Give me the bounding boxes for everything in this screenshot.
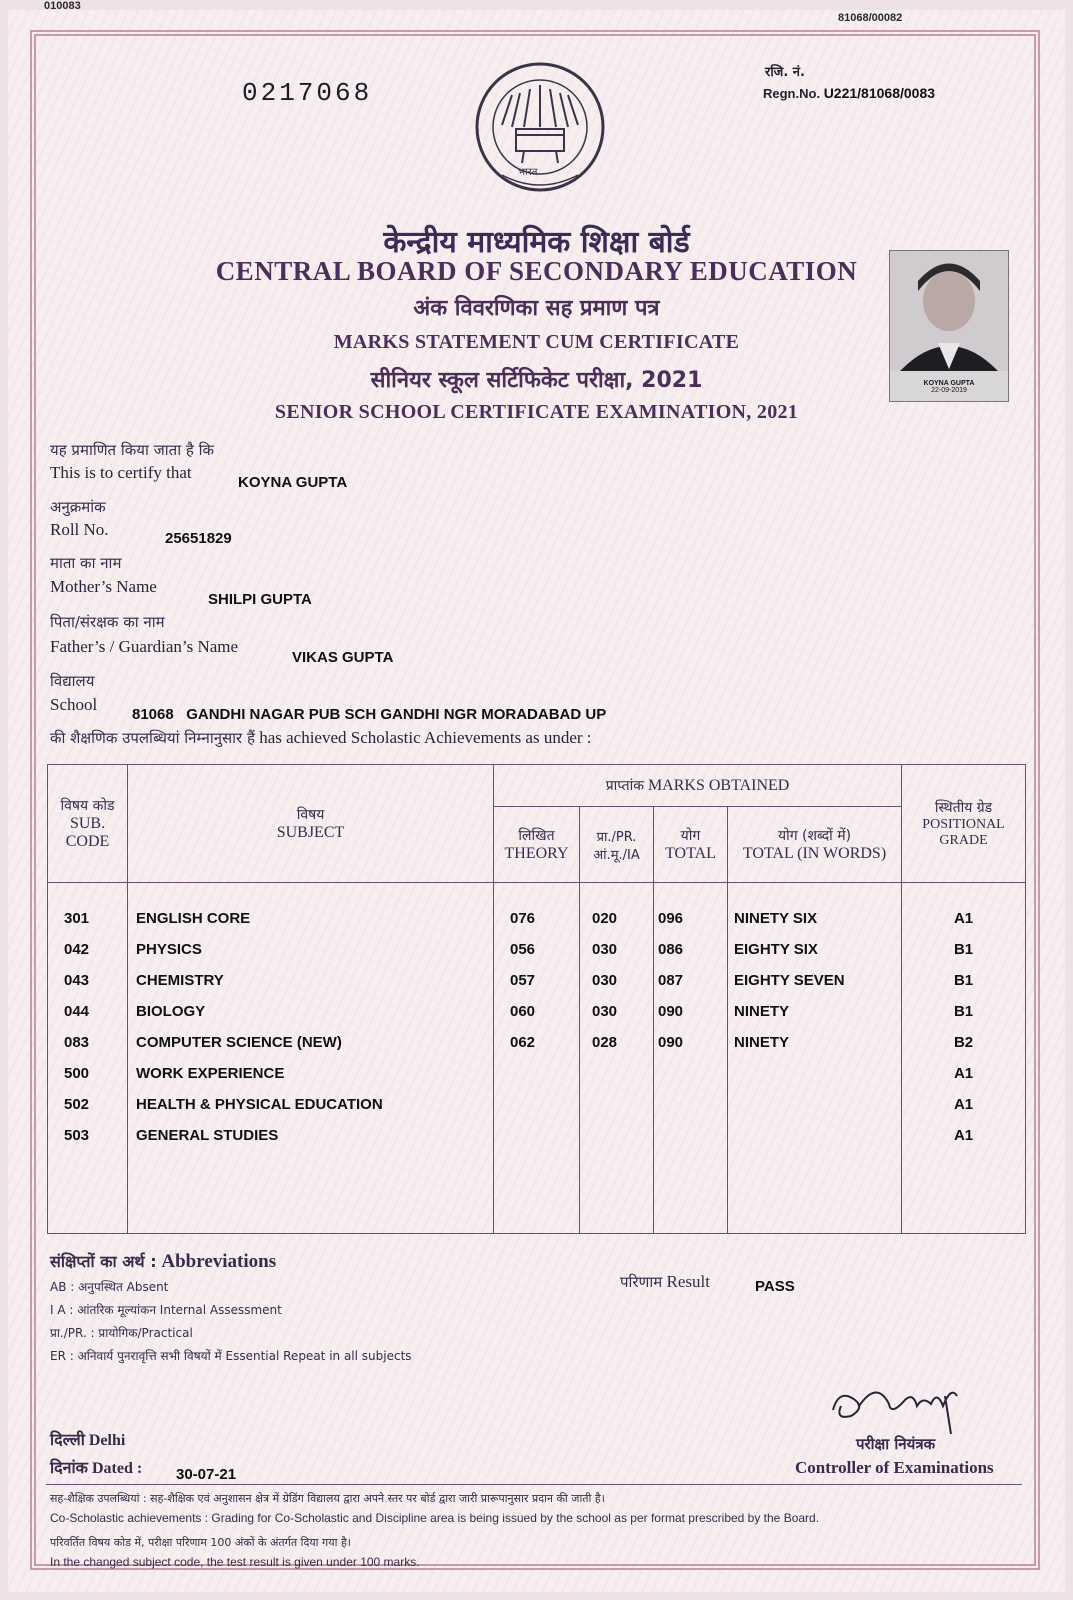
abbreviations-title-hindi: संक्षिप्तों का अर्थ : [50, 1252, 157, 1271]
achievements-intro-text: has achieved Scholastic Achievements as under : [259, 728, 592, 747]
top-left-code: 010083 [44, 0, 81, 12]
theory-marks: 056 [510, 941, 536, 958]
header-marks-hindi: प्राप्तांक [605, 778, 644, 794]
regn-value: U221/81068/0083 [823, 85, 936, 101]
dated-label [50, 1456, 142, 1478]
column-grade [902, 883, 1026, 1234]
total-marks [658, 1058, 726, 1089]
board-name-hindi: केन्द्रीय माध्यमिक शिक्षा बोर्ड [383, 225, 690, 260]
total-marks [658, 1120, 726, 1151]
subject-name: PHYSICS [136, 941, 202, 958]
header-words-hindi: योग (शब्दों में) [777, 828, 852, 844]
marks-table [47, 764, 1026, 1234]
practical-marks [592, 1120, 652, 1151]
school-name: 81068 GANDHI NAGAR PUB SCH GANDHI NGR MORADABAD UP [132, 706, 607, 723]
subject-code: 042 [64, 941, 90, 958]
certify-label-hindi: यह प्रमाणित किया जाता है कि [50, 441, 214, 459]
practical-marks: 030 [592, 941, 618, 958]
theory-marks [510, 1058, 578, 1089]
header-sub-code-line1: SUB. [69, 815, 106, 832]
header-total-words [728, 807, 902, 883]
controller-title-hindi: परीक्षा नियंत्रक [856, 1435, 936, 1453]
certificate-number: 0217068 [242, 78, 373, 108]
header-subject-hindi: विषय [296, 807, 325, 823]
top-right-code: 81068/00082 [838, 12, 903, 24]
column-subjects [128, 883, 494, 1234]
school-label: School [50, 695, 98, 714]
student-name: KOYNA GUPTA [238, 474, 348, 491]
total-in-words: EIGHTY SIX [734, 941, 818, 958]
result-label-hindi: परिणाम [620, 1273, 663, 1291]
roll-number: 25651829 [165, 530, 232, 547]
practical-marks [592, 1058, 652, 1089]
subject-name: HEALTH & PHYSICAL EDUCATION [136, 1096, 383, 1113]
header-practical [580, 807, 654, 883]
controller-signature [825, 1376, 975, 1438]
theory-marks [510, 1089, 578, 1120]
column-total-words [728, 883, 902, 1234]
total-marks: 086 [658, 941, 684, 958]
abbr-absent: AB : अनुपस्थित Absent [50, 1280, 169, 1294]
place-text: Delhi [88, 1432, 126, 1449]
header-words-label: TOTAL (IN WORDS) [742, 845, 887, 862]
practical-marks: 030 [592, 972, 618, 989]
positional-grade: B1 [953, 1003, 974, 1020]
total-marks [658, 1089, 726, 1120]
mother-label-hindi: माता का नाम [50, 554, 122, 572]
place [50, 1428, 125, 1450]
positional-grade: B2 [953, 1034, 974, 1051]
total-in-words [734, 1089, 900, 1120]
photo-caption-name: KOYNA GUPTA [923, 380, 975, 387]
roll-label-hindi: अनुक्रमांक [50, 498, 106, 516]
father-label-hindi: पिता/संरक्षक का नाम [50, 613, 165, 631]
header-practical-line2: आं.मू./IA [593, 847, 640, 863]
achievements-intro [50, 728, 592, 748]
father-label: Father’s / Guardian’s Name [50, 637, 239, 656]
total-in-words [734, 1058, 900, 1089]
header-sub-code-hindi: विषय कोड [60, 798, 115, 814]
header-positional-grade [902, 765, 1026, 883]
practical-marks: 028 [592, 1034, 618, 1051]
result-value: PASS [755, 1278, 795, 1295]
abbr-practical: प्रा./PR. : प्रायोगिक/Practical [50, 1326, 193, 1340]
theory-marks: 062 [510, 1034, 536, 1051]
header-total-label: TOTAL [665, 845, 716, 862]
positional-grade: A1 [953, 1127, 974, 1144]
total-marks: 087 [658, 972, 684, 989]
subject-name: WORK EXPERIENCE [136, 1065, 285, 1082]
subject-name: COMPUTER SCIENCE (NEW) [136, 1034, 342, 1051]
practical-marks: 020 [592, 910, 618, 927]
header-sub-code [48, 765, 128, 883]
roll-label: Roll No. [50, 520, 109, 539]
header-grade-hindi: स्थितीय ग्रेड [934, 800, 993, 816]
positional-grade: A1 [953, 910, 974, 927]
subject-code: 083 [64, 1034, 90, 1051]
theory-marks: 076 [510, 910, 536, 927]
school-label-hindi: विद्यालय [50, 672, 95, 690]
result-label-text: Result [666, 1272, 710, 1291]
header-total-hindi: योग [680, 828, 701, 844]
exam-title: SENIOR SCHOOL CERTIFICATE EXAMINATION, 2021 [274, 401, 799, 423]
practical-marks: 030 [592, 1003, 618, 1020]
regn-label-hindi: रजि. नं. [765, 65, 805, 80]
dated-value: 30-07-21 [176, 1466, 237, 1483]
header-sub-code-line2: CODE [65, 833, 110, 850]
statement-title: MARKS STATEMENT CUM CERTIFICATE [333, 331, 740, 353]
column-codes [48, 883, 128, 1234]
footer-coscholastic-hindi: सह-शैक्षिक उपलब्धियां : सह-शैक्षिक एवं अनुशासन क्षेत्र में ग्रेडिंग विद्यालय द्वारा अपने स्तर पर बोर्ड द्वारा जारी प्रारूपानुसार प्रदान की जाती है। [50, 1492, 605, 1505]
subject-code: 503 [64, 1127, 90, 1144]
column-practical [580, 883, 654, 1234]
controller-title: Controller of Examinations [795, 1458, 994, 1477]
place-hindi: दिल्ली [50, 1430, 85, 1449]
header-marks-label: MARKS OBTAINED [647, 777, 790, 794]
father-name: VIKAS GUPTA [292, 649, 394, 666]
column-theory [494, 883, 580, 1234]
theory-marks: 057 [510, 972, 536, 989]
positional-grade: B1 [953, 941, 974, 958]
footer-coscholastic: Co-Scholastic achievements : Grading for Co-Scholastic and Discipline area is being issued by the school as per format prescribed by the Board. [50, 1511, 820, 1525]
header-marks-obtained [494, 765, 902, 807]
subject-code: 043 [64, 972, 90, 989]
result-label [620, 1272, 710, 1292]
abbr-essential-repeat: ER : अनिवार्य पुनरावृत्ति सभी विषयों में Essential Repeat in all subjects [50, 1349, 412, 1363]
subject-code: 301 [64, 910, 90, 927]
total-in-words: NINETY [734, 1034, 790, 1051]
subject-name: CHEMISTRY [136, 972, 224, 989]
statement-title-hindi: अंक विवरणिका सह प्रमाण पत्र [413, 296, 660, 321]
total-marks: 096 [658, 910, 684, 927]
header-subject-label: SUBJECT [276, 824, 345, 841]
abbr-internal-assessment: I A : आंतरिक मूल्यांकन Internal Assessment [50, 1303, 282, 1317]
header-theory-label: THEORY [504, 845, 569, 862]
subject-name: GENERAL STUDIES [136, 1127, 279, 1144]
header-theory [494, 807, 580, 883]
mother-name: SHILPI GUPTA [208, 591, 312, 608]
total-marks: 090 [658, 1034, 684, 1051]
header-subject [128, 765, 494, 883]
practical-marks [592, 1089, 652, 1120]
exam-title-hindi: सीनियर स्कूल सर्टिफिकेट परीक्षा, 2021 [370, 368, 703, 393]
achievements-intro-hindi: की शैक्षणिक उपलब्धियां निम्नानुसार हैं [50, 729, 255, 747]
photo-caption-date: 22-09-2019 [931, 387, 967, 394]
column-total [654, 883, 728, 1234]
theory-marks: 060 [510, 1003, 536, 1020]
dated-label-text: Dated : [91, 1460, 143, 1477]
dated-label-hindi: दिनांक [50, 1458, 88, 1477]
footer-changed-code: In the changed subject code, the test result is given under 100 marks. [50, 1555, 420, 1569]
header-total [654, 807, 728, 883]
footer-changed-code-hindi: परिवर्तित विषय कोड में, परीक्षा परिणाम 100 अंकों के अंतर्गत दिया गया है। [50, 1536, 351, 1549]
total-in-words: NINETY SIX [734, 910, 818, 927]
header-theory-hindi: लिखित [518, 828, 555, 844]
seal-caption: भारत [518, 167, 538, 178]
total-in-words: NINETY [734, 1003, 790, 1020]
subject-code: 502 [64, 1096, 90, 1113]
total-in-words: EIGHTY SEVEN [734, 972, 845, 989]
total-marks: 090 [658, 1003, 684, 1020]
positional-grade: B1 [953, 972, 974, 989]
mother-label: Mother’s Name [50, 577, 157, 596]
header-grade-line1: POSITIONAL [922, 817, 1005, 832]
theory-marks [510, 1120, 578, 1151]
total-in-words [734, 1120, 900, 1151]
positional-grade: A1 [953, 1065, 974, 1082]
cbse-seal-logo [472, 55, 608, 203]
abbreviations-title-label: Abbreviations [161, 1251, 277, 1272]
footer-divider [46, 1484, 1022, 1485]
positional-grade: A1 [953, 1096, 974, 1113]
certify-label: This is to certify that [50, 463, 192, 482]
board-name: CENTRAL BOARD OF SECONDARY EDUCATION [215, 256, 858, 286]
subject-name: BIOLOGY [136, 1003, 206, 1020]
subject-code: 044 [64, 1003, 90, 1020]
regn-label: Regn.No. [763, 86, 821, 101]
subject-code: 500 [64, 1065, 90, 1082]
abbreviations-title [50, 1250, 276, 1273]
regn-number [763, 85, 935, 101]
subject-name: ENGLISH CORE [136, 910, 251, 927]
header-practical-line1: प्रा./PR. [596, 829, 637, 845]
header-grade-line2: GRADE [939, 833, 988, 848]
